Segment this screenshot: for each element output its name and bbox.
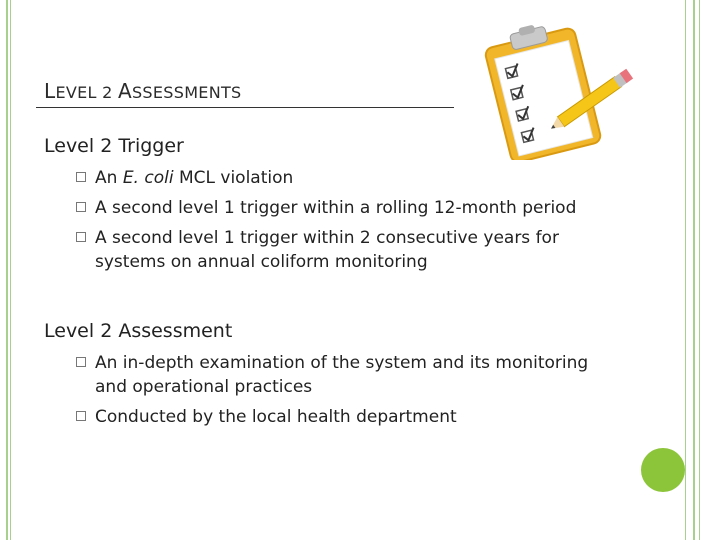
checkbox-bullet-icon — [76, 232, 86, 242]
green-circle-accent — [641, 448, 685, 492]
checkbox-bullet-icon — [76, 411, 86, 421]
list-item: A second level 1 trigger within a rolling 12-month period — [76, 196, 576, 220]
list-item: Conducted by the local health department — [76, 405, 588, 429]
clipboard-checklist-icon — [462, 20, 642, 160]
checkbox-bullet-icon — [76, 172, 86, 182]
left-border-line-thin — [10, 0, 11, 540]
checkbox-bullet-icon — [76, 357, 86, 367]
right-border-line — [693, 0, 695, 540]
right-border-line-outer — [699, 0, 700, 540]
list-item: A second level 1 trigger within 2 consecutive years for systems on annual coliform monitoring — [76, 226, 576, 274]
left-border-line — [6, 0, 8, 540]
list-item: An in-depth examination of the system and its monitoring and operational practices — [76, 351, 588, 399]
checkbox-bullet-icon — [76, 202, 86, 212]
section-heading-assessment: Level 2 Assessment — [44, 320, 233, 342]
assessment-bullet-list — [76, 351, 588, 435]
right-border-line-thin — [685, 0, 686, 540]
title-underline — [36, 107, 454, 108]
slide-title: LEVEL 2 ASSESSMENTS — [44, 79, 242, 103]
list-item: An E. coli MCL violation — [76, 166, 576, 190]
trigger-bullet-list — [76, 166, 576, 280]
section-heading-trigger: Level 2 Trigger — [44, 135, 184, 157]
